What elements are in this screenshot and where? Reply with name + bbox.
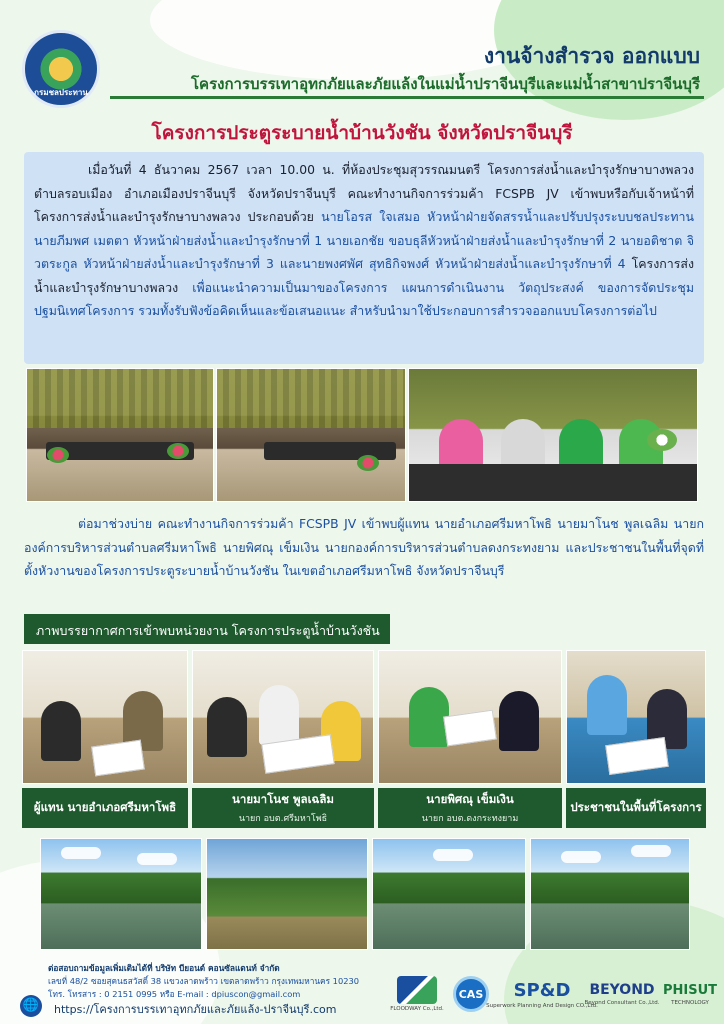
address-line: เลขที่ 48/2 ซอยสุคนธสวัสดิ์ 38 แขวงลาดพร้าว เขตลาดพร้าว กรุงเทพมหานคร 10230	[48, 976, 360, 986]
contact-info	[48, 962, 359, 1001]
site-photo-2	[206, 838, 368, 950]
partner-name: FLOODWAY Co.,Ltd.	[390, 1006, 444, 1012]
caption-line2: นายก อบต.ดงกระทงยาม	[421, 814, 519, 824]
caption-line1: ผู้แทน นายอำเภอศรีมหาโพธิ	[33, 800, 177, 814]
caption-2	[192, 788, 374, 828]
header-subtitle: โครงการบรรเทาอุทกภัยและภัยแล้งในแม่น้ำปราจีนบุรีและแม่น้ำสาขาปราจีนบุรี	[191, 75, 700, 93]
site-photo-1	[40, 838, 202, 950]
partner-spd	[486, 972, 598, 1016]
globe-icon: 🌐	[20, 995, 42, 1017]
paragraph-highlight: เพื่อแนะนำความเป็นมาของโครงการ แผนการดำเนินงาน วัตถุประสงค์ ของการจัดประชุมปฐมนิเทศโครงการ รวมทั้งรับฟังข้อคิดเห็นและข้อเสนอแนะ สำหรับนำมาใช้ประกอบการสำรวจออกแบบโครงการต่อไป	[34, 279, 695, 318]
rid-logo	[22, 30, 100, 108]
contact-line: ต่อสอบถามข้อมูลเพิ่มเติมได้ที่ บริษัท บียอนด์ คอนซัลแตนท์ จำกัด	[48, 963, 280, 973]
visit-photo-2	[192, 650, 374, 784]
partner-cas	[450, 972, 492, 1016]
paragraph-text: เมื่อวันที่ 4 ธันวาคม 2567 เวลา 10.00 น. ที่ห้องประชุมสุวรรณมนตรี โครงการส่งน้ำและบำรุงรักษาบางพลวง ตำบลรอบเมือง อำเภอเมืองปราจีนบุรี จังหวัดปราจีนบุรี คณะทำงานกิจการร่วมค้า FCSPB JV เข้าพบหรือกับเจ้าหน้าที่โครงการส่งน้ำและบำรุงรักษาบางพลวง ประกอบด้วย	[34, 162, 694, 224]
caption-line1: นายมาโนช พูลเฉลิม	[232, 792, 334, 806]
floodway-logo-icon	[397, 976, 437, 1004]
meeting-paragraph	[24, 152, 704, 364]
paragraph-highlight: นายโอรส ใจเสมอ หัวหน้าฝ่ายจัดสรรน้ำและปรับปรุงระบบชลประทาน นายภีมพศ เมตตา หัวหน้าฝ่ายส่งน้ำและบำรุงรักษาที่ 1 นายเอกชัย ขอบธุลีหัวหน้าฝ่ายส่งน้ำและบำรุงรักษาที่ 2 นายอติชาต จิวตระกูล หัวหน้าฝ่ายส่งน้ำและบำรุงรักษาที่ 3 และนายพงศพัศ สุทธิกิจพงศ์ หัวหน้าฝ่ายส่งน้ำและบำรุงรักษาที่ 4	[34, 209, 694, 271]
partner-name: TECHNOLOGY	[671, 999, 709, 1006]
partner-name: Superwork Planning And Design CO.,Ltd.	[486, 1002, 598, 1009]
meeting-photo-1	[26, 368, 214, 502]
caption-line1: ประชาชนในพื้นที่โครงการ	[570, 800, 702, 814]
visit-photo-4	[566, 650, 706, 784]
visit-photo-1	[22, 650, 188, 784]
cas-logo: CAS	[453, 976, 489, 1012]
caption-1	[22, 788, 188, 828]
partner-floodway	[390, 972, 444, 1016]
meeting-photo-3	[408, 368, 698, 502]
partner-phisut	[662, 972, 718, 1016]
spd-logo: SP&D	[513, 979, 571, 1001]
afternoon-paragraph	[24, 512, 704, 583]
section-banner: ภาพบรรยากาศการเข้าพบหน่วยงาน โครงการประตูน้ำบ้านวังชัน	[24, 614, 390, 644]
paragraph-text: โครงการส่งน้ำและบำรุงรักษาบางพลวง	[34, 256, 694, 295]
site-photo-4	[530, 838, 690, 950]
phisut-logo: PHISUT	[662, 982, 718, 998]
paragraph-text: ต่อมาช่วงบ่าย คณะทำงานกิจการร่วมค้า FCSPB JV เข้าพบผู้แทน นายอำเภอศรีมหาโพธิ นายมาโนช พูลเฉลิม นายกองค์การบริหารส่วนตำบลศรีมหาโพธิ นายพิศณุ เข็มเงิน นายกองค์การบริหารส่วนตำบลดงกระทงยาม และประชาชนในพื้นที่จุดที่ตั้งหัวงานของโครงการประตูระบายน้ำบ้านวังชัน ในเขตอำเภอศรีมหาโพธิ จังหวัดปราจีนบุรี	[24, 516, 704, 578]
meeting-photo-2	[216, 368, 406, 502]
header-divider	[110, 96, 704, 99]
caption-4	[566, 788, 706, 828]
beyond-logo: BEYOND	[589, 982, 655, 998]
caption-line1: นายพิศณุ เข็มเงิน	[426, 792, 514, 806]
caption-3	[378, 788, 562, 828]
site-photo-3	[372, 838, 526, 950]
logo-caption: กรมชลประทาน	[34, 88, 88, 97]
visit-photo-3	[378, 650, 562, 784]
website-link[interactable]: https://โครงการบรรเทาอุทกภัยและภัยแล้ง-ปราจีนบุรี.com	[54, 1003, 337, 1016]
phone-email-line: โทร. โทรสาร : 0 2151 0995 หรือ E-mail : dpiuscon@gmail.com	[48, 989, 301, 999]
partner-beyond	[586, 972, 658, 1016]
header-title: งานจ้างสำรวจ ออกแบบ	[483, 44, 700, 68]
project-title: โครงการประตูระบายน้ำบ้านวังชัน จังหวัดปราจีนบุรี	[151, 122, 573, 144]
partner-name: Beyond Consultant Co.,Ltd.	[584, 1000, 660, 1006]
caption-line2: นายก อบต.ศรีมหาโพธิ	[238, 814, 328, 824]
